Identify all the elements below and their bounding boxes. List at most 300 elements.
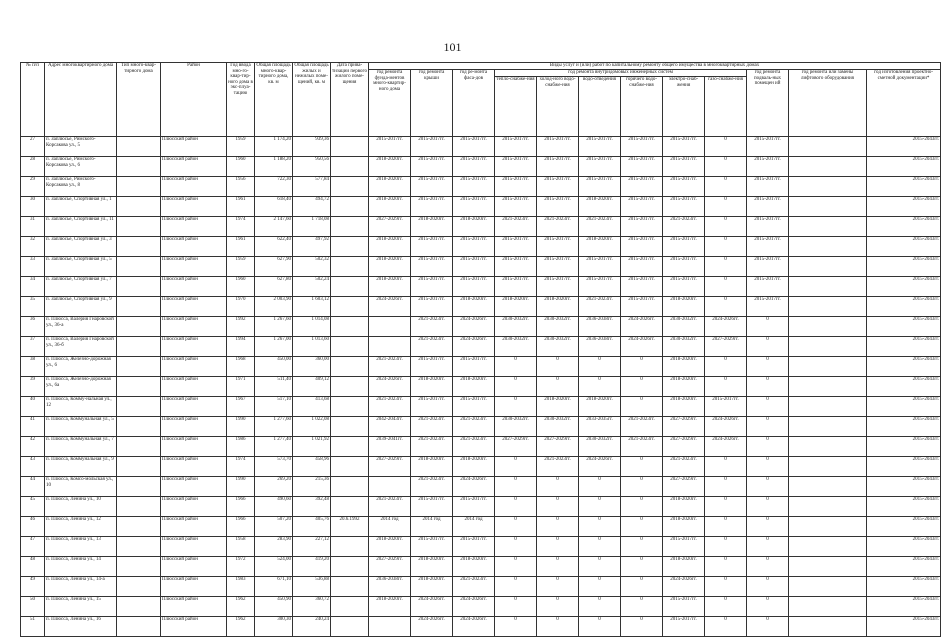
cell-b: 0 [747, 417, 789, 437]
cell-la: 240,24 [293, 617, 331, 637]
cell-h: 0 [495, 357, 537, 377]
cell-e: 2015-2017гг. [663, 157, 705, 177]
cell-el [789, 437, 867, 457]
cell-r: 2021-2023гг. [411, 437, 453, 457]
cell-g: 0 [705, 577, 747, 597]
cell-g: 0 [705, 557, 747, 577]
cell-d: 2015-2043гг. [867, 237, 941, 257]
cell-cw: 0 [537, 557, 579, 577]
cell-cw: 0 [537, 377, 579, 397]
cell-addr: п. Заплюсье, Римского-Корсакова ул., 5 [45, 137, 117, 157]
cell-h: 0 [495, 597, 537, 617]
cell-s: 2024-2026гг. [579, 457, 621, 477]
cell-d: 2015-2043гг. [867, 297, 941, 317]
cell-r: 2024-2026гг. [411, 617, 453, 637]
cell-h: 0 [495, 617, 537, 637]
cell-r: 2015-2017гг. [411, 157, 453, 177]
cell-dist: Плюсский район [161, 357, 227, 377]
header-systems-group: год ремонта внутридомовых инженерных систем [495, 70, 747, 77]
cell-s: 2021-2023гг. [579, 297, 621, 317]
capital-repair-table [20, 62, 941, 637]
table-row [21, 177, 941, 197]
cell-la: 494,72 [293, 197, 331, 217]
cell-r: 2018-2020гг. [411, 377, 453, 397]
cell-dist: Плюсский район [161, 217, 227, 237]
cell-e: 2015-2017гг. [663, 257, 705, 277]
cell-e: 2027-2029гг. [663, 437, 705, 457]
cell-pd [331, 537, 369, 557]
cell-ta: 1 188,20 [255, 157, 293, 177]
cell-type [117, 537, 161, 557]
cell-b: 2015-2017гг. [747, 217, 789, 237]
cell-pd [331, 317, 369, 337]
cell-fa: 2015-2017гг. [453, 257, 495, 277]
cell-el [789, 577, 867, 597]
cell-el [789, 357, 867, 377]
header-basement: год ремонта подваль-ных помещен ий [747, 70, 789, 137]
cell-f [369, 617, 411, 637]
cell-el [789, 557, 867, 577]
cell-el [789, 337, 867, 357]
cell-pd [331, 617, 369, 637]
cell-g: 2015-2017гг. [705, 397, 747, 417]
cell-cw: 2015-2017гг. [537, 257, 579, 277]
cell-la: 360,72 [293, 597, 331, 617]
cell-hw: 0 [621, 357, 663, 377]
cell-type [117, 477, 161, 497]
cell-g: 0 [705, 457, 747, 477]
cell-cw: 0 [537, 497, 579, 517]
table-row [21, 157, 941, 177]
cell-b: 2015-2017гг. [747, 237, 789, 257]
cell-f: 2021-2023гг. [369, 497, 411, 517]
cell-g: 0 [705, 477, 747, 497]
cell-n: 42 [21, 437, 45, 457]
cell-type [117, 337, 161, 357]
cell-cw: 0 [537, 617, 579, 637]
table-row [21, 597, 941, 617]
cell-ta: 722,30 [255, 177, 293, 197]
header-total-area: Общая площадь много-квар-тирного дома, кв. м [255, 63, 293, 137]
cell-la: 1 014,08 [293, 317, 331, 337]
cell-b: 0 [747, 577, 789, 597]
cell-pd [331, 477, 369, 497]
cell-f: 2039-2041гг. [369, 437, 411, 457]
cell-year: 1992 [227, 317, 255, 337]
cell-type [117, 557, 161, 577]
cell-fa: 2015-2017гг. [453, 277, 495, 297]
cell-g: 0 [705, 537, 747, 557]
cell-s: 2018-2020гг. [579, 237, 621, 257]
cell-pd [331, 437, 369, 457]
cell-h: 2027-2029гг. [495, 437, 537, 457]
cell-el [789, 297, 867, 317]
cell-la: 1 013,60 [293, 337, 331, 357]
cell-cw: 0 [537, 517, 579, 537]
cell-fa: 2015-2017гг. [453, 497, 495, 517]
cell-b: 0 [747, 397, 789, 417]
cell-g: 0 [705, 377, 747, 397]
header-heat: тепло-снабже-ния [495, 77, 537, 137]
cell-f: 2018-2020гг. [369, 237, 411, 257]
cell-g: 0 [705, 257, 747, 277]
cell-year: 1966 [227, 497, 255, 517]
table-row [21, 297, 941, 317]
cell-n: 27 [21, 137, 45, 157]
cell-ta: 300,30 [255, 617, 293, 637]
cell-fa: 2015-2017гг. [453, 237, 495, 257]
cell-f: 2014 год [369, 517, 411, 537]
cell-ta: 450,90 [255, 597, 293, 617]
cell-addr: п. Заплюсье, Спортивная ул., 3 [45, 237, 117, 257]
header-roof: год ремонта крыши [411, 70, 453, 137]
cell-d: 2015-2043гг. [867, 497, 941, 517]
cell-d: 2015-2043гг. [867, 537, 941, 557]
cell-r: 2015-2017гг. [411, 237, 453, 257]
cell-hw: 2021-2023гг. [621, 437, 663, 457]
cell-ta: 1 267,60 [255, 317, 293, 337]
cell-d: 2015-2043гг. [867, 617, 941, 637]
cell-g: 0 [705, 237, 747, 257]
cell-h: 2030-2032гг. [495, 417, 537, 437]
cell-f: 2018-2020гг. [369, 257, 411, 277]
cell-r: 2015-2017гг. [411, 137, 453, 157]
cell-fa: 2015-2017гг. [453, 197, 495, 217]
cell-type [117, 277, 161, 297]
cell-pd [331, 157, 369, 177]
cell-h: 2015-2017гг. [495, 237, 537, 257]
cell-el [789, 377, 867, 397]
cell-g: 0 [705, 597, 747, 617]
cell-s: 2015-2017гг. [579, 277, 621, 297]
header-address: Адрес многоквартирного дома [45, 63, 117, 137]
cell-e: 2021-2023гг. [663, 457, 705, 477]
cell-n: 32 [21, 237, 45, 257]
cell-type [117, 177, 161, 197]
cell-dist: Плюсский район [161, 317, 227, 337]
table-body [21, 137, 941, 637]
cell-e: 2015-2017гг. [663, 277, 705, 297]
cell-hw: 0 [621, 617, 663, 637]
cell-hw: 2024-2026гг. [621, 337, 663, 357]
cell-pd [331, 217, 369, 237]
cell-dist: Плюсский район [161, 597, 227, 617]
cell-fa: 2021-2023гг. [453, 437, 495, 457]
cell-fa: 2015-2017гг. [453, 537, 495, 557]
cell-hw: 0 [621, 517, 663, 537]
header-type: Тип много-квар-тирного дома [117, 63, 161, 137]
cell-ta: 1 277,60 [255, 417, 293, 437]
cell-n: 35 [21, 297, 45, 317]
cell-year: 1962 [227, 617, 255, 637]
cell-cw: 2015-2017гг. [537, 157, 579, 177]
cell-s: 0 [579, 477, 621, 497]
cell-dist: Плюсский район [161, 617, 227, 637]
cell-f: 2024-2026гг. [369, 297, 411, 317]
cell-pd [331, 137, 369, 157]
cell-d: 2015-2043гг. [867, 437, 941, 457]
cell-n: 34 [21, 277, 45, 297]
header-living-area: Общая площадь жилых и нежилых поме-щений, кв. м [293, 63, 331, 137]
cell-f: 2027-2029гг. [369, 457, 411, 477]
cell-d: 2015-2043гг. [867, 557, 941, 577]
cell-hw: 2015-2017гг. [621, 237, 663, 257]
cell-pd [331, 357, 369, 377]
cell-fa: 2021-2023гг. [453, 577, 495, 597]
cell-h: 2015-2017гг. [495, 257, 537, 277]
cell-dist: Плюсский район [161, 557, 227, 577]
cell-g: 0 [705, 617, 747, 637]
cell-type [117, 137, 161, 157]
cell-addr: п. Плюсса, Железно-дорожная ул., 6а [45, 377, 117, 397]
cell-d: 2015-2043гг. [867, 197, 941, 217]
header-year: Год ввода мно-го-квар-тир-ного дома в экс-плуа-тацию [227, 63, 255, 137]
cell-n: 43 [21, 457, 45, 477]
cell-cw: 2030-2032гг. [537, 337, 579, 357]
cell-b: 0 [747, 337, 789, 357]
cell-year: 1990 [227, 477, 255, 497]
cell-r: 2015-2017гг. [411, 257, 453, 277]
cell-b: 2015-2017гг. [747, 177, 789, 197]
cell-year: 1960 [227, 277, 255, 297]
cell-type [117, 257, 161, 277]
cell-la: 392,48 [293, 497, 331, 517]
cell-cw: 0 [537, 597, 579, 617]
cell-year: 1959 [227, 257, 255, 277]
cell-ta: 1 277,40 [255, 437, 293, 457]
cell-s: 2036-2038гг. [579, 317, 621, 337]
header-num: № п/п [21, 63, 45, 137]
cell-la: 950,56 [293, 157, 331, 177]
cell-r: 2024-2026гг. [411, 597, 453, 617]
cell-cw: 2015-2017гг. [537, 177, 579, 197]
cell-pd [331, 457, 369, 477]
cell-year: 1958 [227, 537, 255, 557]
cell-s: 2030-2032гг. [579, 437, 621, 457]
cell-e: 2015-2017гг. [663, 197, 705, 217]
header-sewer: водо-отведения [579, 77, 621, 137]
header-electric: электро-снаб-жения [663, 77, 705, 137]
cell-n: 33 [21, 257, 45, 277]
cell-year: 1983 [227, 577, 255, 597]
cell-la: 405,76 [293, 517, 331, 537]
cell-hw: 2015-2017гг. [621, 257, 663, 277]
cell-addr: п. Плюсса, Коммунальная ул., 7 [45, 437, 117, 457]
table-row [21, 357, 941, 377]
cell-d: 2015-2043гг. [867, 177, 941, 197]
cell-pd [331, 417, 369, 437]
cell-dist: Плюсский район [161, 537, 227, 557]
cell-year: 1960 [227, 157, 255, 177]
cell-el [789, 237, 867, 257]
cell-f: 2027-2029гг. [369, 217, 411, 237]
header-hot-water: горячего водо-снабже-ния [621, 77, 663, 137]
cell-n: 38 [21, 357, 45, 377]
cell-r: 2021-2023гг. [411, 337, 453, 357]
cell-r: 2015-2017гг. [411, 297, 453, 317]
cell-ta: 1 174,20 [255, 137, 293, 157]
cell-r: 2015-2017гг. [411, 397, 453, 417]
cell-type [117, 597, 161, 617]
cell-cw: 2018-2020гг. [537, 297, 579, 317]
cell-hw: 2015-2017гг. [621, 137, 663, 157]
cell-el [789, 397, 867, 417]
cell-hw: 2015-2017гг. [621, 297, 663, 317]
cell-la: 1 603,12 [293, 297, 331, 317]
cell-la: 502,32 [293, 257, 331, 277]
cell-e: 2015-2017гг. [663, 537, 705, 557]
cell-f: 2018-2020гг. [369, 157, 411, 177]
cell-r: 2015-2017гг. [411, 357, 453, 377]
cell-n: 41 [21, 417, 45, 437]
cell-d: 2015-2043гг. [867, 277, 941, 297]
cell-addr: п. Заплюсье, Спортивная ул., 1 [45, 197, 117, 217]
cell-s: 0 [579, 557, 621, 577]
cell-ta: 524,00 [255, 557, 293, 577]
cell-el [789, 497, 867, 517]
cell-cw: 2030-2032гг. [537, 317, 579, 337]
cell-addr: п. Плюсса, Ленина ул., 12 [45, 517, 117, 537]
cell-h: 2015-2017гг. [495, 197, 537, 217]
cell-addr: п. Заплюсье, Спортивная ул., 7 [45, 277, 117, 297]
cell-b: 0 [747, 597, 789, 617]
cell-f: 2027-2029гг. [369, 557, 411, 577]
cell-pd [331, 557, 369, 577]
cell-g: 2024-2026гг. [705, 417, 747, 437]
table-row [21, 417, 941, 437]
cell-ta: 618,40 [255, 197, 293, 217]
cell-f: 2018-2020гг. [369, 537, 411, 557]
cell-type [117, 217, 161, 237]
cell-type [117, 437, 161, 457]
cell-g: 0 [705, 137, 747, 157]
cell-f [369, 477, 411, 497]
cell-s: 2015-2017гг. [579, 137, 621, 157]
cell-h: 0 [495, 397, 537, 417]
cell-n: 51 [21, 617, 45, 637]
table-row [21, 137, 941, 157]
cell-el [789, 317, 867, 337]
table-row [21, 537, 941, 557]
cell-r: 2021-2023гг. [411, 417, 453, 437]
cell-d: 2015-2043гг. [867, 577, 941, 597]
cell-hw: 0 [621, 397, 663, 417]
cell-s: 0 [579, 597, 621, 617]
cell-dist: Плюсский район [161, 457, 227, 477]
cell-h: 0 [495, 577, 537, 597]
cell-s: 2015-2017гг. [579, 257, 621, 277]
cell-ta: 627,90 [255, 257, 293, 277]
cell-ta: 1 267,00 [255, 337, 293, 357]
cell-fa: 2018-2020гг. [453, 457, 495, 477]
cell-e: 2030-2032гг. [663, 337, 705, 357]
cell-type [117, 577, 161, 597]
table-row [21, 197, 941, 217]
cell-type [117, 457, 161, 477]
cell-h: 0 [495, 537, 537, 557]
cell-pd [331, 177, 369, 197]
cell-e: 2018-2020гг. [663, 517, 705, 537]
cell-pd [331, 197, 369, 217]
cell-fa: 2024-2026гг. [453, 337, 495, 357]
table-row [21, 437, 941, 457]
cell-year: 1972 [227, 557, 255, 577]
cell-s: 0 [579, 517, 621, 537]
cell-hw: 2015-2017гг. [621, 177, 663, 197]
cell-el [789, 197, 867, 217]
cell-type [117, 297, 161, 317]
header-facade: год ре-монта фаса-дов [453, 70, 495, 137]
cell-ta: 283,90 [255, 537, 293, 557]
cell-r: 2015-2017гг. [411, 497, 453, 517]
cell-h: 2015-2017гг. [495, 277, 537, 297]
cell-n: 30 [21, 197, 45, 217]
cell-la: 413,68 [293, 397, 331, 417]
table-row [21, 237, 941, 257]
cell-addr: п. Плюсса, Ленина ул., 14-а [45, 577, 117, 597]
cell-h: 0 [495, 557, 537, 577]
table-row [21, 617, 941, 637]
cell-addr: п. Плюсса, Железно-дорожная ул., 6 [45, 357, 117, 377]
cell-hw: 0 [621, 377, 663, 397]
cell-e: 2015-2017гг. [663, 177, 705, 197]
table-row [21, 217, 941, 237]
table-row [21, 577, 941, 597]
cell-el [789, 137, 867, 157]
header-gas: газо-снабже-ния [705, 77, 747, 137]
cell-ta: 671,10 [255, 577, 293, 597]
cell-g: 0 [705, 197, 747, 217]
cell-cw: 2018-2020гг. [537, 397, 579, 417]
cell-fa: 2018-2020гг. [453, 297, 495, 317]
cell-ta: 622,40 [255, 237, 293, 257]
cell-ta: 627,80 [255, 277, 293, 297]
cell-e: 2018-2020гг. [663, 377, 705, 397]
cell-el [789, 217, 867, 237]
cell-pd [331, 377, 369, 397]
cell-type [117, 197, 161, 217]
cell-la: 502,24 [293, 277, 331, 297]
cell-addr: п. Заплюсье, Спортивная ул., 9 [45, 297, 117, 317]
cell-la: 1 022,08 [293, 417, 331, 437]
cell-f: 2042-2043гг. [369, 417, 411, 437]
cell-cw: 2015-2017гг. [537, 277, 579, 297]
header-design: год изготовления проектно-сметной документации* [867, 70, 941, 137]
cell-hw: 0 [621, 497, 663, 517]
cell-el [789, 177, 867, 197]
cell-el [789, 457, 867, 477]
cell-e: 2018-2020гг. [663, 357, 705, 377]
cell-type [117, 377, 161, 397]
cell-cw: 2021-2023гг. [537, 217, 579, 237]
cell-r: 2014 год [411, 517, 453, 537]
cell-type [117, 397, 161, 417]
cell-e: 2018-2020гг. [663, 557, 705, 577]
cell-r: 2015-2017гг. [411, 537, 453, 557]
cell-h: 0 [495, 497, 537, 517]
cell-addr: п. Заплюсье, Спортивная ул., 11 [45, 217, 117, 237]
cell-f: 2018-2020гг. [369, 597, 411, 617]
cell-h: 0 [495, 377, 537, 397]
cell-fa: 2015-2017гг. [453, 177, 495, 197]
cell-fa: 2018-2020гг. [453, 217, 495, 237]
cell-s: 0 [579, 617, 621, 637]
cell-cw: 0 [537, 577, 579, 597]
cell-la: 215,36 [293, 477, 331, 497]
cell-ta: 450,00 [255, 357, 293, 377]
table-row [21, 377, 941, 397]
cell-s: 0 [579, 357, 621, 377]
